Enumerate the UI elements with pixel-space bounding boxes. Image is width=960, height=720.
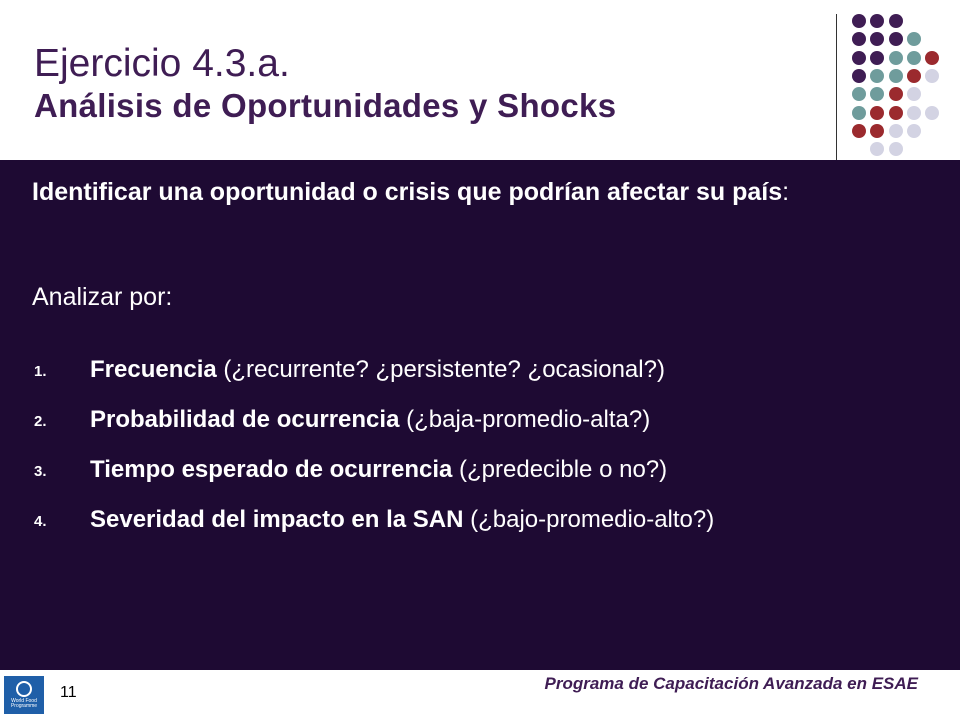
- decorative-dot: [852, 69, 866, 83]
- decorative-dot: [907, 69, 921, 83]
- list-item: [34, 352, 934, 387]
- intro-suffix: :: [782, 178, 790, 206]
- title-line-1: Ejercicio 4.3.a.: [34, 42, 290, 85]
- decorative-dot: [925, 69, 939, 83]
- decorative-dot: [852, 51, 866, 65]
- decorative-dot: [852, 14, 866, 28]
- decorative-dot: [852, 106, 866, 120]
- analizar-label: Analizar por:: [32, 283, 173, 311]
- decorative-dot: [889, 14, 903, 28]
- list-item-number: 1.: [34, 363, 47, 380]
- decorative-dot: [907, 87, 921, 101]
- decorative-dot: [889, 106, 903, 120]
- list-item-number: 2.: [34, 413, 47, 430]
- list-item-rest: (¿bajo-promedio-alto?): [463, 506, 715, 533]
- intro-text: [32, 174, 932, 211]
- decorative-dot: [907, 124, 921, 138]
- decorative-dot: [852, 87, 866, 101]
- list-item-number: 4.: [34, 513, 47, 530]
- decorative-dot: [870, 69, 884, 83]
- page-number: 11: [60, 684, 77, 701]
- list-item-number: 3.: [34, 463, 47, 480]
- list-item-rest: (¿recurrente? ¿persistente? ¿ocasional?): [216, 356, 665, 383]
- wfp-logo: [4, 676, 44, 714]
- decorative-dot: [889, 124, 903, 138]
- program-name: Programa de Capacitación Avanzada en ESAE: [544, 674, 918, 693]
- decorative-dot: [889, 32, 903, 46]
- list-item-bold: Probabilidad de ocurrencia: [90, 406, 400, 433]
- footer: [0, 670, 960, 720]
- list-item: [34, 402, 934, 437]
- intro-bold: Identificar una oportunidad o crisis que podrían afectar su país: [32, 178, 783, 206]
- decorative-dot: [870, 142, 884, 156]
- decorative-dot: [925, 51, 939, 65]
- title-line-2: Análisis de Oportunidades y Shocks: [34, 87, 617, 124]
- list-item: [34, 452, 934, 487]
- decorative-dot: [907, 32, 921, 46]
- list-item-rest: (¿predecible o no?): [452, 456, 668, 483]
- content-panel: [0, 160, 960, 670]
- list-item-bold: Tiempo esperado de ocurrencia: [90, 456, 453, 483]
- decorative-dot: [889, 87, 903, 101]
- decorative-dot: [870, 124, 884, 138]
- list-item-rest: (¿baja-promedio-alta?): [399, 406, 651, 433]
- decorative-dot: [925, 106, 939, 120]
- list-item: [34, 502, 934, 537]
- logo-text: World Food Programme: [10, 698, 38, 709]
- decorative-dot: [907, 106, 921, 120]
- decorative-dot: [889, 142, 903, 156]
- decorative-dot: [870, 32, 884, 46]
- decorative-dot: [870, 87, 884, 101]
- decorative-dot: [889, 69, 903, 83]
- decorative-dot: [870, 51, 884, 65]
- decorative-dot: [870, 106, 884, 120]
- list-item-bold: Frecuencia: [90, 356, 217, 383]
- decorative-dot: [852, 32, 866, 46]
- criteria-list: [34, 352, 934, 552]
- decorative-dot: [889, 51, 903, 65]
- decorative-dot: [870, 14, 884, 28]
- title-divider: [836, 14, 837, 160]
- un-emblem-icon: [16, 681, 32, 697]
- decorative-dot: [852, 124, 866, 138]
- list-item-bold: Severidad del impacto en la SAN: [90, 506, 464, 533]
- decorative-dot: [907, 51, 921, 65]
- slide-title: [34, 42, 824, 126]
